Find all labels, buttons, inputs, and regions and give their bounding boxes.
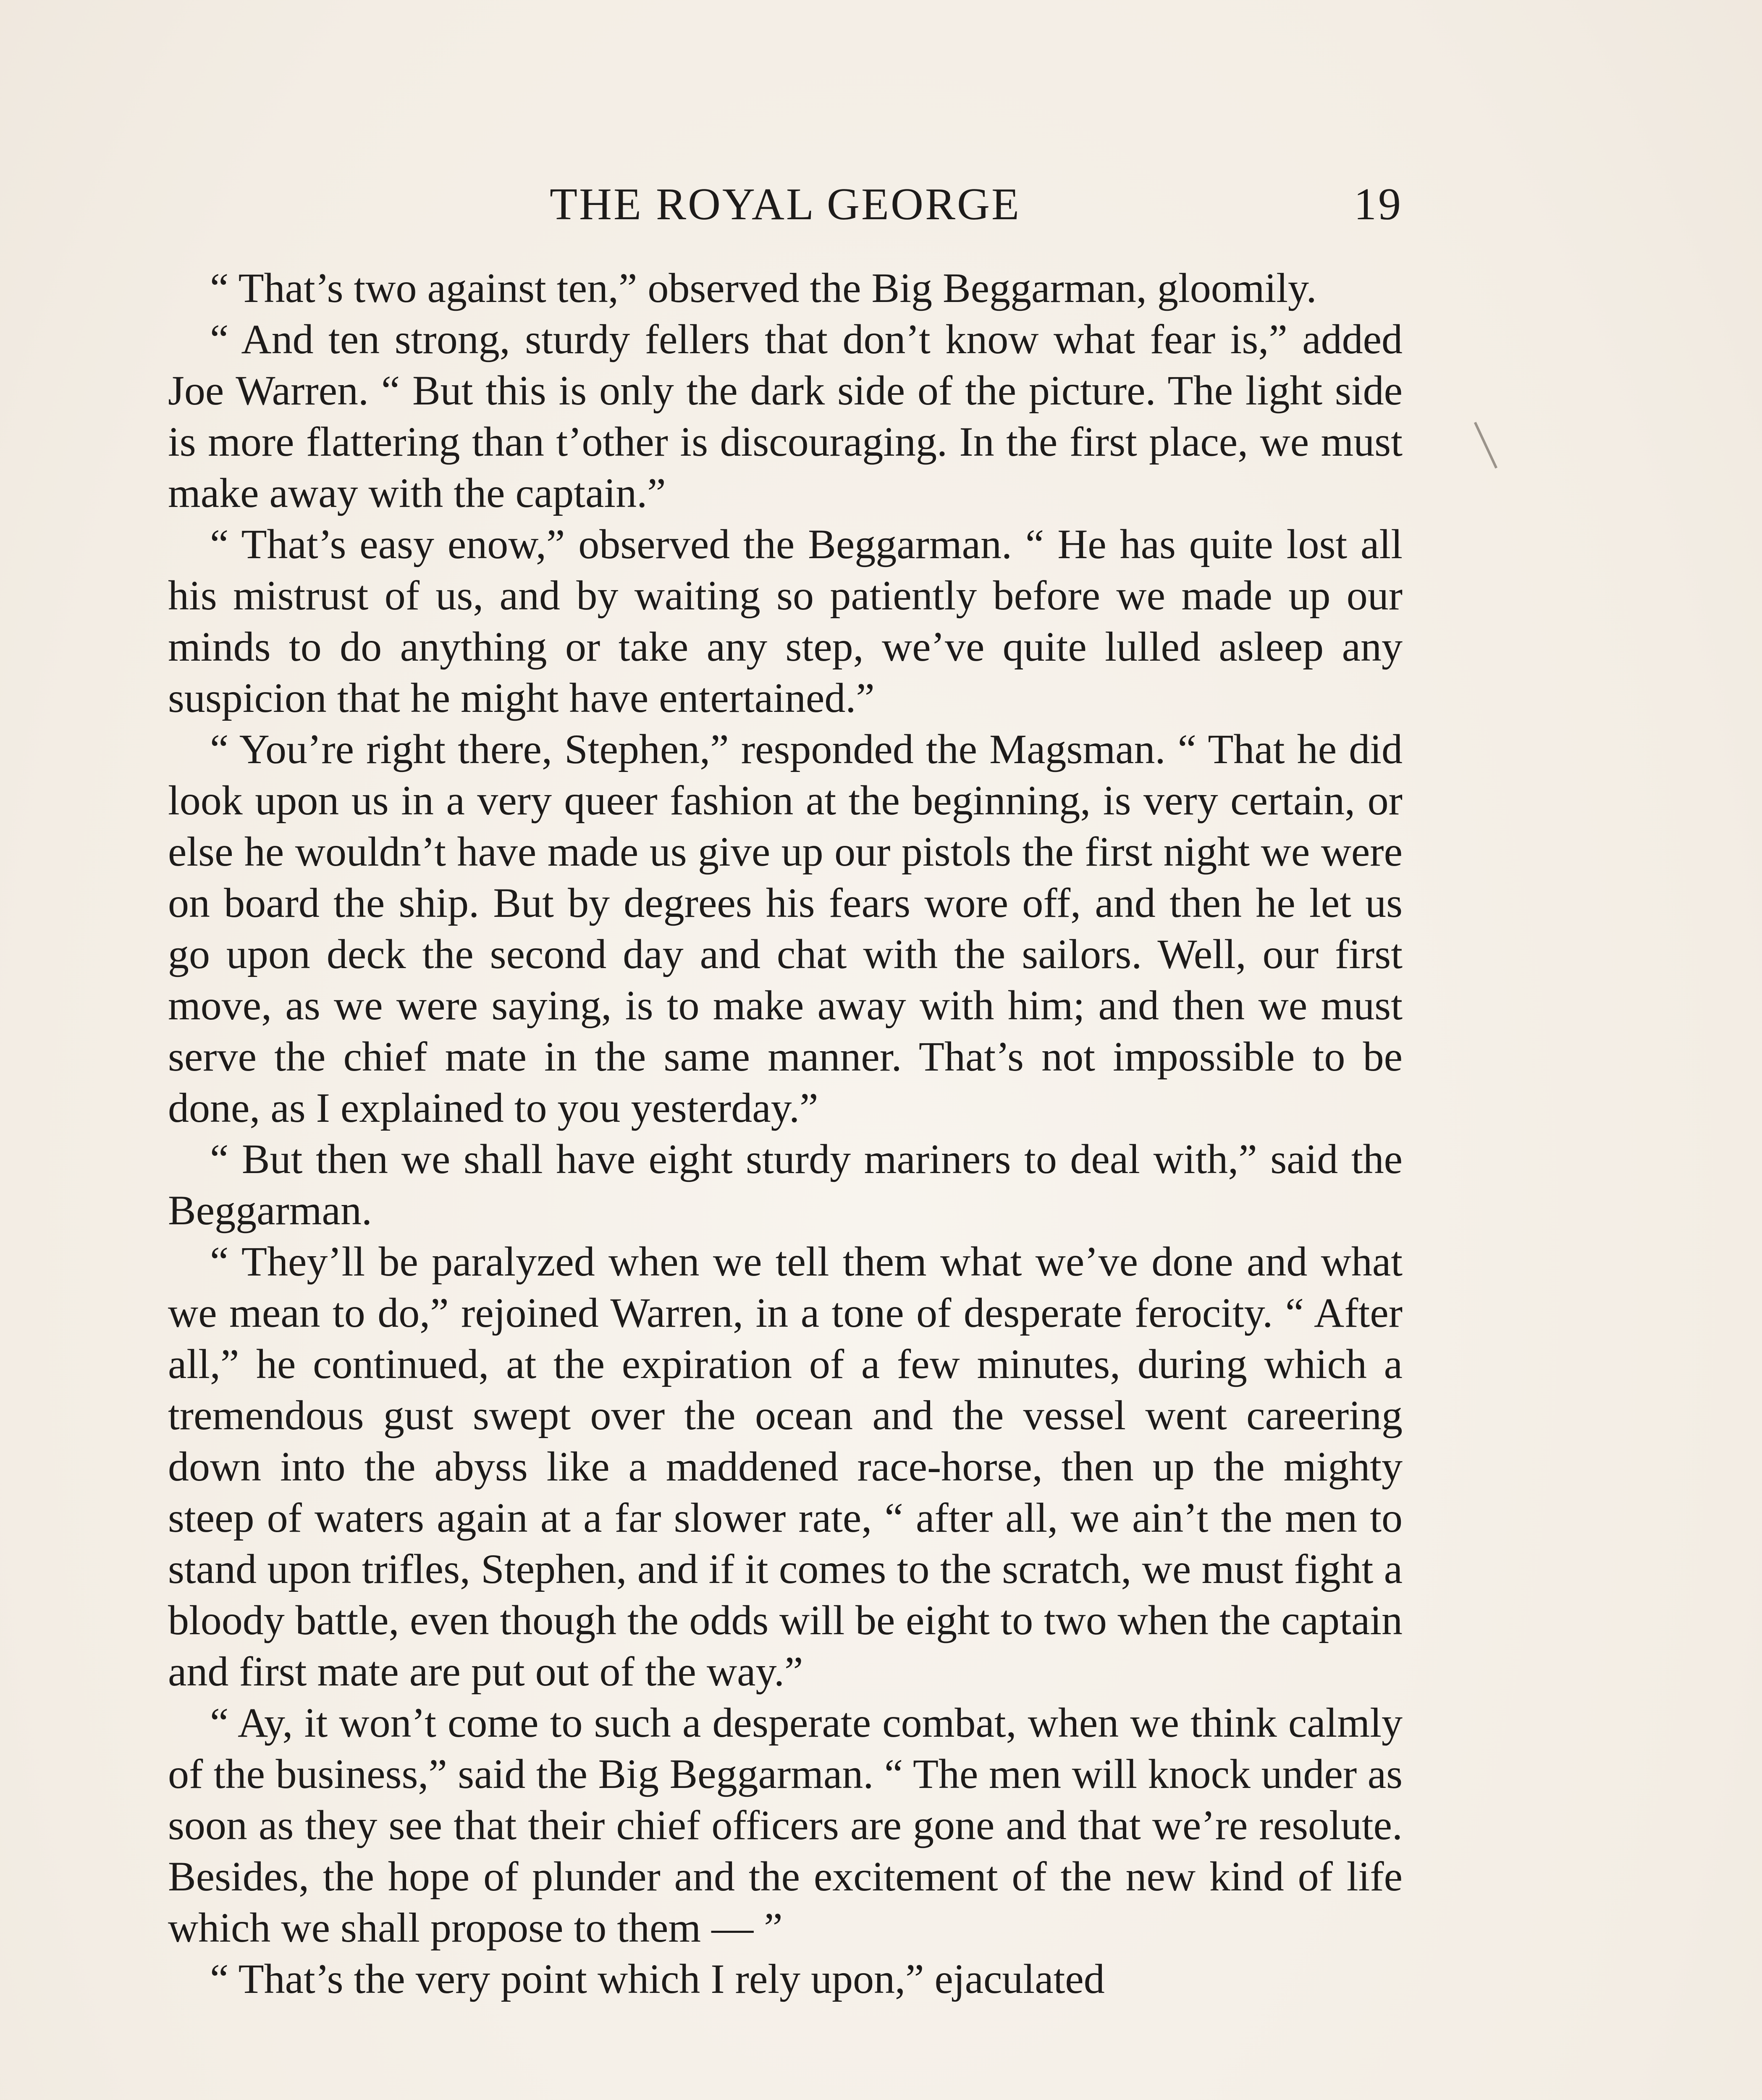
body-text bbox=[168, 262, 1403, 2005]
paragraph: “ You’re right there, Stephen,” responded the Magsman. “ That he did look upon us in a very queer fashion at the beginning, is very certain, or else he wouldn’t have made us give up our pistols the first night we were on board the ship. But by degrees his fears wore off, and then he let us go upon deck the second day and chat with the sailors. Well, our first move, as we were saying, is to make away with him; and then we must serve the chief mate in the same manner. That’s not impossible to be done, as I explained to you yesterday.” bbox=[168, 726, 1403, 1131]
paragraph-last: “ That’s the very point which I rely upon,” ejaculated bbox=[210, 1956, 1105, 2002]
paper-mark bbox=[1474, 422, 1497, 468]
paragraph: “ That’s two against ten,” observed the Big Beggarman, gloomily. bbox=[210, 265, 1317, 311]
paragraph: “ Ay, it won’t come to such a desperate combat, when we think calmly of the business,” said the Big Beggarman. “ The men will knock under as soon as they see that their chief officers are gone and that we’re resolute. Besides, the hope of plunder and the excitement of the new kind of life which we shall propose to them — ” bbox=[168, 1699, 1403, 1951]
paragraph: “ And ten strong, sturdy fellers that don’t know what fear is,” added Joe Warren. “ But this is only the dark side of the picture. The light side is more flattering than t’other is discouraging. In the first place, we must make away with the captain.” bbox=[168, 316, 1403, 516]
running-head: THE ROYAL GEORGE bbox=[550, 179, 1021, 229]
page-number: 19 bbox=[1354, 179, 1403, 229]
page-header bbox=[168, 178, 1403, 237]
paragraph: “ They’ll be paralyzed when we tell them what we’ve done and what we mean to do,” rejoined Warren, in a tone of desperate ferocity. “ After all,” he continued, at the expiration of a few minutes, during which a tremendous gust swept over the ocean and the vessel went careering down into the abyss like a maddened race-horse, then up the mighty steep of waters again at a far slower rate, “ after all, we ain’t the men to stand upon trifles, Stephen, and if it comes to the scratch, we must fight a bloody battle, even though the odds will be eight to two when the captain and first mate are put out of the way.” bbox=[168, 1238, 1403, 1695]
paragraph: “ That’s easy enow,” observed the Beggarman. “ He has quite lost all his mistrust of us, and by waiting so patiently before we made up our minds to do anything or take any step, we’ve quite lulled asleep any suspicion that he might have entertained.” bbox=[168, 521, 1403, 721]
paragraph: “ But then we shall have eight sturdy mariners to deal with,” said the Beggarman. bbox=[168, 1136, 1403, 1234]
